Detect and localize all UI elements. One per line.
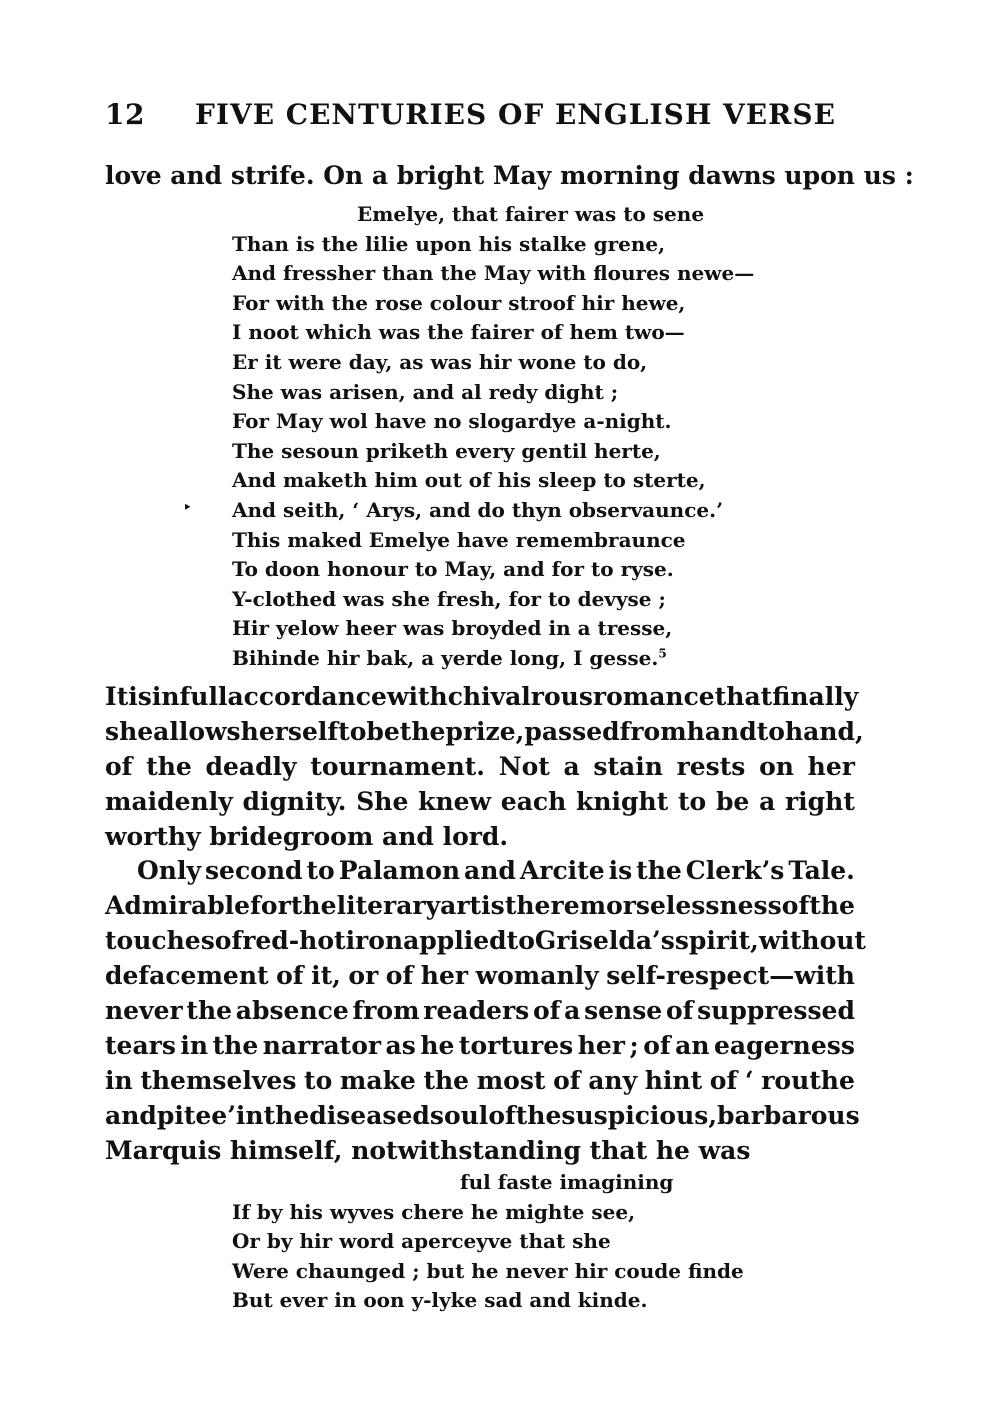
word: to <box>677 787 707 816</box>
word: diseased <box>309 1101 430 1130</box>
verse-line-text: Bihinde hir bak, a yerde long, I gesse. <box>232 645 659 670</box>
word: a <box>564 996 581 1025</box>
word: knight <box>576 787 669 816</box>
word: barbarous <box>717 1101 860 1130</box>
word: a <box>759 787 776 816</box>
verse-line: For with the rose colour stroof hir hewe, <box>232 290 686 315</box>
word: he <box>420 1031 455 1060</box>
word: pitee <box>156 1101 228 1130</box>
verse-line: This maked Emelye have remembraunce <box>232 527 686 552</box>
word: or <box>348 961 379 990</box>
word: ’ <box>227 1101 236 1130</box>
word: self-respect—with <box>606 961 855 990</box>
verse-quote-knights-tale <box>232 200 754 674</box>
prose-line <box>105 1063 855 1098</box>
verse-line: Emelye, that fairer was to sene <box>357 202 705 226</box>
verse-line: To doon honour to May, and for to ryse. <box>232 557 674 582</box>
word: It <box>105 682 129 711</box>
word: passed <box>524 717 620 746</box>
word: and <box>105 1101 157 1130</box>
word: Admirable <box>105 891 251 920</box>
verse-line: Than is the lilie upon his stalke grene, <box>232 231 666 256</box>
word: ‘ <box>744 1066 754 1095</box>
verse-line: And seith, ‘ Arys, and do thyn observaunce.’ <box>232 497 724 522</box>
word: hand <box>686 717 757 746</box>
prose-line <box>105 888 855 923</box>
word: from <box>619 717 687 746</box>
word: and <box>464 856 516 885</box>
word: dignity. <box>242 787 347 816</box>
running-title: FIVE CENTURIES OF ENGLISH VERSE <box>195 98 836 131</box>
paragraph-clerks-tale <box>105 853 866 1168</box>
footnote-marker: 5 <box>658 646 667 661</box>
word: the <box>146 752 192 781</box>
word: spirit, <box>674 926 759 955</box>
word: most <box>476 1066 546 1095</box>
verse-line: And fressher than the May with floures newe— <box>232 261 755 286</box>
word: Clerk’s <box>685 856 785 885</box>
word: herself <box>240 717 339 746</box>
word: of <box>385 961 414 990</box>
verse-line: Y-clothed was she fresh, for to devyse ; <box>232 586 666 611</box>
word: routhe <box>761 1066 855 1095</box>
word: to <box>306 856 335 885</box>
word: to <box>756 717 785 746</box>
word: touches <box>105 926 215 955</box>
intro-line <box>105 158 914 193</box>
word: eagerness <box>714 1031 855 1060</box>
word: the <box>290 891 337 920</box>
word: each <box>500 787 567 816</box>
word: to <box>338 717 367 746</box>
word: never <box>105 996 183 1025</box>
word: Palamon <box>338 856 461 885</box>
word: Tale. <box>788 856 855 885</box>
verse-quote-clerks-tale <box>232 1168 744 1316</box>
verse-line: But ever in oon y-lyke sad and kinde. <box>232 1288 648 1313</box>
word: applied <box>403 926 507 955</box>
word: to <box>506 926 535 955</box>
word: chivalrous <box>447 682 593 711</box>
word: of <box>781 891 810 920</box>
word: her <box>807 752 855 781</box>
word: in <box>151 682 180 711</box>
word: on <box>759 752 794 781</box>
word: tortures <box>458 1031 574 1060</box>
prose-line <box>105 923 866 958</box>
word: red-hot <box>242 926 346 955</box>
word: art <box>440 891 482 920</box>
word: right <box>785 787 855 816</box>
verse-line: For May wol have no slogardye a-night. <box>232 409 672 434</box>
word: the <box>212 1031 259 1060</box>
word: remorselessness <box>550 891 782 920</box>
word: she <box>105 717 154 746</box>
word: make <box>339 1066 416 1095</box>
word: literary <box>336 891 441 920</box>
prose-line <box>105 1098 860 1133</box>
word: as <box>385 1031 416 1060</box>
word: in <box>105 1066 133 1095</box>
prose-line <box>105 1133 855 1168</box>
word: defacement <box>105 961 269 990</box>
word: Griselda’s <box>534 926 675 955</box>
word: of <box>553 1066 581 1095</box>
prose-line <box>105 1028 855 1063</box>
word: iron <box>345 926 404 955</box>
prose-line <box>105 749 855 784</box>
prose-line <box>105 714 864 749</box>
word: the <box>809 891 855 920</box>
word: the <box>399 717 446 746</box>
verse-line: Were chaunged ; but he never hir coude finde <box>232 1258 744 1283</box>
word: for <box>250 891 291 920</box>
word: of <box>643 1031 671 1060</box>
word: be <box>715 787 750 816</box>
word: the <box>504 891 551 920</box>
word: of <box>709 1066 738 1095</box>
word: Arcite <box>519 856 605 885</box>
prose-line: love and strife. On a bright May morning dawns upon us : <box>105 161 914 190</box>
word: accordance <box>227 682 387 711</box>
word: without <box>758 926 866 955</box>
word: with <box>386 682 448 711</box>
word: hand, <box>784 717 864 746</box>
verse-line: And maketh him out of his sleep to sterte, <box>232 468 706 493</box>
word: deadly <box>205 752 297 781</box>
word: an <box>675 1031 710 1060</box>
word: a <box>563 752 580 781</box>
word: of <box>214 926 243 955</box>
word: romance <box>592 682 715 711</box>
word: rests <box>676 752 746 781</box>
word: be <box>366 717 400 746</box>
verse-line-with-footnote <box>232 644 754 674</box>
page-number: 12 <box>105 98 145 131</box>
verse-line: I noot which was the fairer of hem two— <box>232 320 685 345</box>
paragraph-chivalrous-romance <box>105 679 864 854</box>
word: finally <box>772 682 859 711</box>
verse-line: She was arisen, and al redy dight ; <box>232 379 619 404</box>
word: of <box>276 961 304 990</box>
word: narrator <box>262 1031 382 1060</box>
verse-line: Or by hir word aperceyve that she <box>232 1229 611 1254</box>
word: of <box>105 752 133 781</box>
word: full <box>179 682 228 711</box>
word: suppressed <box>697 996 855 1025</box>
prose-line <box>105 784 855 819</box>
word: the <box>186 996 233 1025</box>
prose-line <box>105 819 855 854</box>
word: allows <box>153 717 241 746</box>
verse-line: Hir yelow heer was broyded in a tresse, <box>232 616 673 641</box>
word: her <box>420 961 469 990</box>
word: stain <box>593 752 663 781</box>
stray-print-mark: ‣ <box>183 500 192 516</box>
word: of <box>532 996 561 1025</box>
word: that <box>714 682 773 711</box>
prose-line-text: worthy bridegroom and lord. <box>105 822 509 851</box>
prose-line <box>105 993 855 1028</box>
word: the <box>636 856 682 885</box>
word: in <box>235 1101 264 1130</box>
word: the <box>515 1101 562 1130</box>
verse-line: If by his wyves chere he mighte see, <box>232 1199 636 1224</box>
word: tournament. <box>310 752 486 781</box>
prose-line <box>105 958 855 993</box>
prose-line <box>105 853 855 888</box>
running-header <box>105 98 836 138</box>
word: maidenly <box>105 787 233 816</box>
word: of <box>665 996 694 1025</box>
word: from <box>352 996 420 1025</box>
word: sense <box>584 996 663 1025</box>
word: in <box>180 1031 209 1060</box>
word: ; <box>629 1031 639 1060</box>
word: prize, <box>445 717 525 746</box>
word: is <box>481 891 505 920</box>
word: knew <box>418 787 492 816</box>
word: readers <box>423 996 530 1025</box>
word: absence <box>235 996 349 1025</box>
word: themselves <box>140 1066 297 1095</box>
word: the <box>423 1066 470 1095</box>
word: is <box>608 856 633 885</box>
word: womanly <box>475 961 599 990</box>
word: tears <box>105 1031 176 1060</box>
word: She <box>356 787 409 816</box>
word: it, <box>311 961 341 990</box>
word: her <box>577 1031 625 1060</box>
verse-line: The sesoun priketh every gentil herte, <box>232 438 661 463</box>
word: to <box>304 1066 333 1095</box>
word: second <box>204 856 303 885</box>
word: soul <box>429 1101 489 1130</box>
word: suspicious, <box>561 1101 718 1130</box>
word: the <box>263 1101 310 1130</box>
word: of <box>488 1101 516 1130</box>
prose-line <box>105 679 859 714</box>
word: any <box>588 1066 638 1095</box>
word: Only <box>137 856 201 885</box>
prose-line-text: Marquis himself, notwithstanding that he was <box>105 1136 751 1165</box>
word: Not <box>498 752 550 781</box>
verse-line: ful faste imagining <box>460 1170 674 1194</box>
word: is <box>128 682 152 711</box>
word: hint <box>644 1066 703 1095</box>
verse-line: Er it were day, as was hir wone to do, <box>232 349 648 374</box>
